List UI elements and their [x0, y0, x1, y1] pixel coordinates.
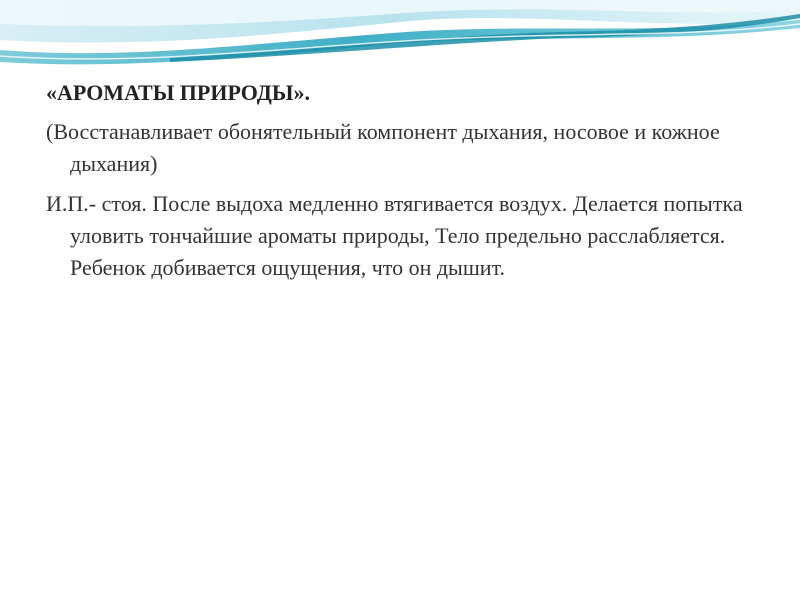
- paragraph-description: (Восстанавливает обонятельный компонент дыхания, носовое и кожное дыхания): [46, 119, 720, 176]
- paragraph-instructions: И.П.- стоя. После выдоха медленно втягивается воздух. Делается попытка уловить тончайшие ароматы природы, Тело предельно расслабляется. Ребенок добивается ощущения, что он дышит.: [46, 191, 743, 280]
- slide-content: [46, 78, 766, 292]
- decorative-wave-header: [0, 0, 800, 80]
- slide-title: «АРОМАТЫ ПРИРОДЫ».: [46, 80, 311, 105]
